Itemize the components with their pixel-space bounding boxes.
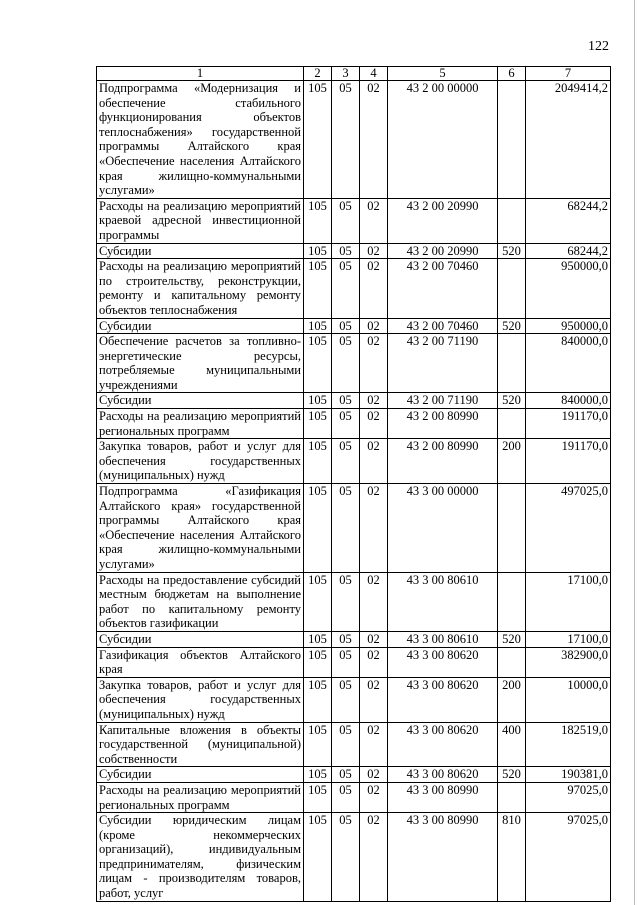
row-code-cell: 105 xyxy=(304,647,332,677)
row-expense-type-cell xyxy=(498,572,526,631)
row-code-cell: 105 xyxy=(304,318,332,334)
row-section-cell: 05 xyxy=(332,782,360,812)
row-subsection-cell: 02 xyxy=(360,782,388,812)
row-section-cell: 05 xyxy=(332,572,360,631)
row-subsection-cell: 02 xyxy=(360,318,388,334)
row-subsection-cell: 02 xyxy=(360,439,388,484)
row-code-cell: 105 xyxy=(304,677,332,722)
row-amount-cell: 950000,0 xyxy=(526,259,611,318)
table-row xyxy=(97,334,611,393)
row-expense-type-cell xyxy=(498,647,526,677)
row-name-cell: Подпрограмма «Газификация Алтайского края» государственной программы Алтайского края «Обеспечение населения Алтайского края жилищно-коммунальными услугами» xyxy=(97,484,304,573)
row-name-cell: Расходы на предоставление субсидий местным бюджетам на выполнение работ по капитальному ремонту объектов газификации xyxy=(97,572,304,631)
row-expense-type-cell: 200 xyxy=(498,439,526,484)
row-target-code-cell: 43 3 00 80620 xyxy=(388,722,498,767)
table-row xyxy=(97,677,611,722)
row-section-cell: 05 xyxy=(332,318,360,334)
row-target-code-cell: 43 2 00 00000 xyxy=(388,81,498,199)
table-row xyxy=(97,243,611,259)
table-row xyxy=(97,259,611,318)
row-target-code-cell: 43 2 00 70460 xyxy=(388,259,498,318)
row-expense-type-cell: 520 xyxy=(498,767,526,783)
row-section-cell: 05 xyxy=(332,767,360,783)
row-expense-type-cell xyxy=(498,409,526,439)
row-amount-cell: 190381,0 xyxy=(526,767,611,783)
table-row xyxy=(97,767,611,783)
row-section-cell: 05 xyxy=(332,259,360,318)
row-target-code-cell: 43 2 00 20990 xyxy=(388,243,498,259)
header-cell: 5 xyxy=(388,67,498,81)
row-code-cell: 105 xyxy=(304,409,332,439)
row-section-cell: 05 xyxy=(332,647,360,677)
header-cell: 2 xyxy=(304,67,332,81)
row-subsection-cell: 02 xyxy=(360,631,388,647)
row-name-cell: Расходы на реализацию мероприятий региональных программ xyxy=(97,782,304,812)
budget-table xyxy=(96,66,611,902)
row-expense-type-cell: 520 xyxy=(498,243,526,259)
table-row xyxy=(97,631,611,647)
row-code-cell: 105 xyxy=(304,439,332,484)
row-section-cell: 05 xyxy=(332,484,360,573)
table-row xyxy=(97,484,611,573)
row-expense-type-cell: 520 xyxy=(498,393,526,409)
header-cell: 4 xyxy=(360,67,388,81)
row-name-cell: Субсидии xyxy=(97,767,304,783)
row-code-cell: 105 xyxy=(304,393,332,409)
page-number: 122 xyxy=(588,39,609,54)
row-code-cell: 105 xyxy=(304,572,332,631)
row-target-code-cell: 43 2 00 20990 xyxy=(388,198,498,243)
row-subsection-cell: 02 xyxy=(360,198,388,243)
row-amount-cell: 497025,0 xyxy=(526,484,611,573)
row-subsection-cell: 02 xyxy=(360,334,388,393)
row-code-cell: 105 xyxy=(304,631,332,647)
row-subsection-cell: 02 xyxy=(360,81,388,199)
row-name-cell: Расходы на реализацию мероприятий региональных программ xyxy=(97,409,304,439)
row-section-cell: 05 xyxy=(332,198,360,243)
row-name-cell: Газификация объектов Алтайского края xyxy=(97,647,304,677)
row-amount-cell: 97025,0 xyxy=(526,782,611,812)
table-row xyxy=(97,318,611,334)
row-name-cell: Расходы на реализацию мероприятий по строительству, реконструкции, ремонту и капитальному ремонту объектов теплоснабжения xyxy=(97,259,304,318)
row-name-cell: Закупка товаров, работ и услуг для обеспечения государственных (муниципальных) нужд xyxy=(97,439,304,484)
row-code-cell: 105 xyxy=(304,334,332,393)
row-subsection-cell: 02 xyxy=(360,572,388,631)
row-subsection-cell: 02 xyxy=(360,647,388,677)
row-subsection-cell: 02 xyxy=(360,259,388,318)
row-expense-type-cell: 400 xyxy=(498,722,526,767)
row-name-cell: Субсидии xyxy=(97,631,304,647)
header-cell: 3 xyxy=(332,67,360,81)
row-name-cell: Субсидии xyxy=(97,318,304,334)
row-subsection-cell: 02 xyxy=(360,393,388,409)
row-section-cell: 05 xyxy=(332,677,360,722)
row-code-cell: 105 xyxy=(304,767,332,783)
row-code-cell: 105 xyxy=(304,243,332,259)
row-expense-type-cell: 520 xyxy=(498,631,526,647)
table-row xyxy=(97,782,611,812)
row-expense-type-cell xyxy=(498,484,526,573)
row-code-cell: 105 xyxy=(304,722,332,767)
row-name-cell: Расходы на реализацию мероприятий краевой адресной инвестиционной программы xyxy=(97,198,304,243)
row-code-cell: 105 xyxy=(304,782,332,812)
row-target-code-cell: 43 2 00 80990 xyxy=(388,439,498,484)
row-code-cell: 105 xyxy=(304,484,332,573)
row-amount-cell: 950000,0 xyxy=(526,318,611,334)
row-amount-cell: 182519,0 xyxy=(526,722,611,767)
row-target-code-cell: 43 3 00 80610 xyxy=(388,572,498,631)
table-row xyxy=(97,81,611,199)
row-name-cell: Субсидии xyxy=(97,393,304,409)
table-row xyxy=(97,647,611,677)
header-cell: 1 xyxy=(97,67,304,81)
row-expense-type-cell xyxy=(498,334,526,393)
row-amount-cell: 191170,0 xyxy=(526,439,611,484)
row-expense-type-cell xyxy=(498,782,526,812)
row-amount-cell: 97025,0 xyxy=(526,813,611,902)
row-expense-type-cell: 200 xyxy=(498,677,526,722)
row-target-code-cell: 43 2 00 80990 xyxy=(388,409,498,439)
table-row xyxy=(97,722,611,767)
row-target-code-cell: 43 3 00 80990 xyxy=(388,813,498,902)
row-target-code-cell: 43 2 00 70460 xyxy=(388,318,498,334)
row-amount-cell: 10000,0 xyxy=(526,677,611,722)
scan-edge-line xyxy=(634,0,635,905)
row-amount-cell: 17100,0 xyxy=(526,572,611,631)
row-expense-type-cell xyxy=(498,198,526,243)
table-row xyxy=(97,393,611,409)
row-name-cell: Субсидии юридическим лицам (кроме некоммерческих организаций), индивидуальным предпринимателям, физическим лицам - производителям товаров, работ, услуг xyxy=(97,813,304,902)
row-section-cell: 05 xyxy=(332,409,360,439)
row-name-cell: Подпрограмма «Модернизация и обеспечение стабильного функционирования объектов теплоснабжения» государственной программы Алтайского края «Обеспечение населения Алтайского края жилищно-коммунальными услугами» xyxy=(97,81,304,199)
row-subsection-cell: 02 xyxy=(360,813,388,902)
table-row xyxy=(97,813,611,902)
row-section-cell: 05 xyxy=(332,631,360,647)
row-target-code-cell: 43 3 00 80620 xyxy=(388,677,498,722)
row-amount-cell: 68244,2 xyxy=(526,198,611,243)
row-expense-type-cell xyxy=(498,259,526,318)
row-expense-type-cell: 810 xyxy=(498,813,526,902)
row-code-cell: 105 xyxy=(304,259,332,318)
row-target-code-cell: 43 3 00 80620 xyxy=(388,647,498,677)
header-cell: 6 xyxy=(498,67,526,81)
row-target-code-cell: 43 2 00 71190 xyxy=(388,334,498,393)
row-expense-type-cell: 520 xyxy=(498,318,526,334)
row-section-cell: 05 xyxy=(332,81,360,199)
row-expense-type-cell xyxy=(498,81,526,199)
row-subsection-cell: 02 xyxy=(360,677,388,722)
row-amount-cell: 68244,2 xyxy=(526,243,611,259)
row-subsection-cell: 02 xyxy=(360,243,388,259)
row-section-cell: 05 xyxy=(332,243,360,259)
table-row xyxy=(97,409,611,439)
row-amount-cell: 17100,0 xyxy=(526,631,611,647)
row-name-cell: Закупка товаров, работ и услуг для обеспечения государственных (муниципальных) нужд xyxy=(97,677,304,722)
row-code-cell: 105 xyxy=(304,198,332,243)
table-header-row xyxy=(97,67,611,81)
row-name-cell: Капитальные вложения в объекты государственной (муниципальной) собственности xyxy=(97,722,304,767)
row-target-code-cell: 43 2 00 71190 xyxy=(388,393,498,409)
table-row xyxy=(97,439,611,484)
row-section-cell: 05 xyxy=(332,439,360,484)
row-amount-cell: 840000,0 xyxy=(526,334,611,393)
row-subsection-cell: 02 xyxy=(360,484,388,573)
row-subsection-cell: 02 xyxy=(360,722,388,767)
table-row xyxy=(97,198,611,243)
row-code-cell: 105 xyxy=(304,81,332,199)
row-subsection-cell: 02 xyxy=(360,409,388,439)
table-row xyxy=(97,572,611,631)
row-amount-cell: 840000,0 xyxy=(526,393,611,409)
row-section-cell: 05 xyxy=(332,722,360,767)
row-amount-cell: 382900,0 xyxy=(526,647,611,677)
row-amount-cell: 191170,0 xyxy=(526,409,611,439)
row-subsection-cell: 02 xyxy=(360,767,388,783)
row-section-cell: 05 xyxy=(332,334,360,393)
row-target-code-cell: 43 3 00 80610 xyxy=(388,631,498,647)
row-code-cell: 105 xyxy=(304,813,332,902)
header-cell: 7 xyxy=(526,67,611,81)
row-target-code-cell: 43 3 00 80620 xyxy=(388,767,498,783)
row-name-cell: Субсидии xyxy=(97,243,304,259)
row-name-cell: Обеспечение расчетов за топливно-энергетические ресурсы, потребляемые муниципальными учреждениями xyxy=(97,334,304,393)
row-target-code-cell: 43 3 00 80990 xyxy=(388,782,498,812)
row-target-code-cell: 43 3 00 00000 xyxy=(388,484,498,573)
row-section-cell: 05 xyxy=(332,393,360,409)
row-amount-cell: 2049414,2 xyxy=(526,81,611,199)
row-section-cell: 05 xyxy=(332,813,360,902)
